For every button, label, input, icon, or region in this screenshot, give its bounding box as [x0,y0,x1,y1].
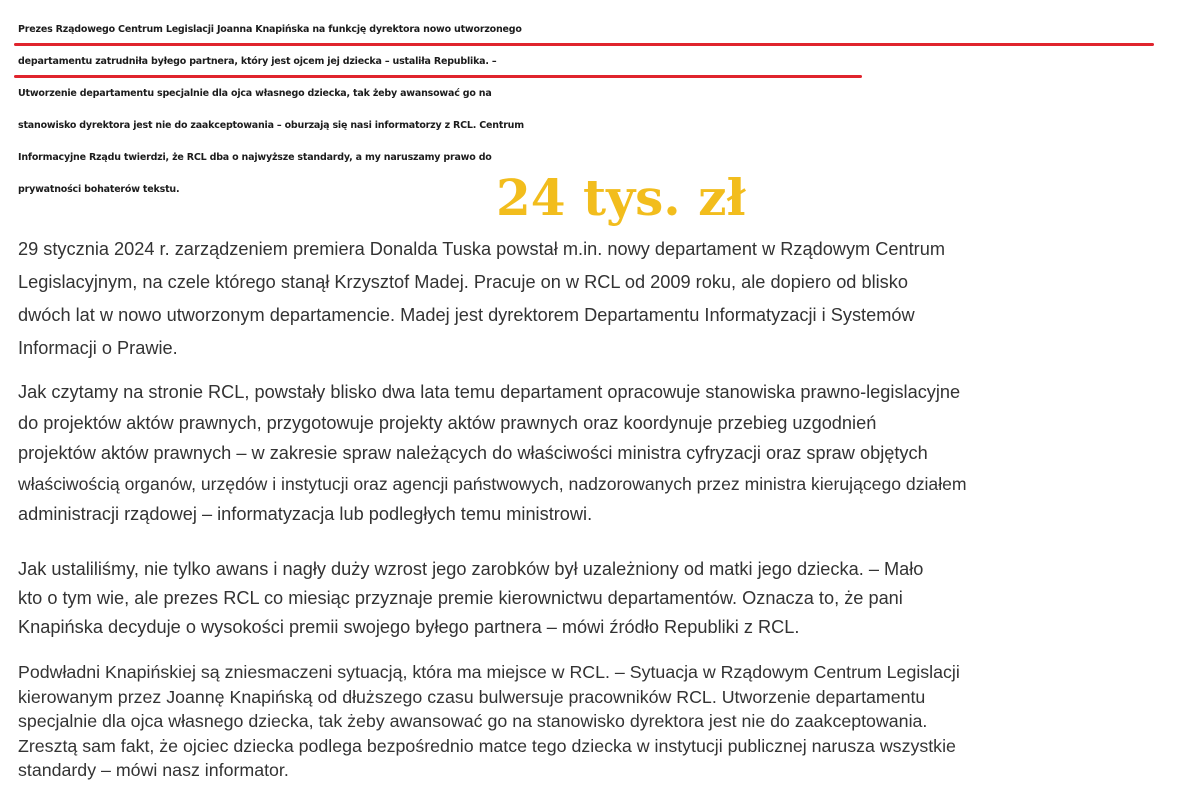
lead-line: Prezes Rządowego Centrum Legislacji Joanna Knapińska na funkcję dyrektora nowo utworzonego [18,24,522,35]
article-paragraph [18,377,967,530]
red-underline-second [14,75,862,78]
paragraph-line: kierowanym przez Joannę Knapińską od dłuższego czasu bulwersuje pracowników RCL. Utworzenie departamentu [18,686,926,707]
lead-line: Informacyjne Rządu twierdzi, że RCL dba o najwyższe standardy, a my naruszamy prawo do [18,152,492,163]
paragraph-line: kto o tym wie, ale prezes RCL co miesiąc przyznaje premie kierownictwu departamentów. Oznacza to, że pani [18,588,903,608]
paragraph-line: projektów aktów prawnych – w zakresie spraw należących do właściwości ministra cyfryzacji oraz spraw objętych [18,443,928,463]
article-paragraph [18,233,945,365]
paragraph-line: Informacji o Prawie. [18,338,178,358]
paragraph-line: Jak ustaliliśmy, nie tylko awans i nagły duży wzrost jego zarobków był uzależniony od matki jego dziecka. – Mało [18,559,924,579]
lead-line: departamentu zatrudniła byłego partnera, który jest ojcem jej dziecka – ustaliła Republika. – [18,56,497,67]
paragraph-line: Jak czytamy na stronie RCL, powstały blisko dwa lata temu departament opracowuje stanowiska prawno-legislacyjne [18,382,961,402]
paragraph-line: dwóch lat w nowo utworzonym departamencie. Madej jest dyrektorem Departamentu Informatyzacji i Systemów [18,305,915,325]
red-underline-first [14,43,1154,46]
article-paragraph [18,555,923,642]
paragraph-line: właściwością organów, urzędów i instytucji oraz agencji państwowych, nadzorowanych przez ministra kierującego działem [18,473,967,494]
article-paragraph [18,660,960,783]
paragraph-line: Podwładni Knapińskiej są zniesmaczeni sytuacją, która ma miejsce w RCL. – Sytuacja w Rządowym Centrum Legislacji [18,662,960,682]
paragraph-line: Knapińska decyduje o wysokości premii swojego byłego partnera – mówi źródło Republiki z RCL. [18,617,800,637]
paragraph-line: administracji rządowej – informatyzacja lub podległych temu ministrowi. [18,504,593,524]
lead-line: Utworzenie departamentu specjalnie dla ojca własnego dziecka, tak żeby awansować go na [18,88,492,99]
salary-overlay-text: 24 tys. zł [496,168,746,227]
paragraph-line: 29 stycznia 2024 r. zarządzeniem premiera Donalda Tuska powstał m.in. nowy departament w Rządowym Centrum [18,239,945,259]
paragraph-line: do projektów aktów prawnych, przygotowuje projekty aktów prawnych oraz koordynuje przebieg uzgodnień [18,412,877,433]
paragraph-line: specjalnie dla ojca własnego dziecka, tak żeby awansować go na stanowisko dyrektora jest nie do zaakceptowania. [18,711,928,731]
lead-line: prywatności bohaterów tekstu. [18,184,180,195]
paragraph-line: Zresztą sam fakt, że ojciec dziecka podlega bezpośrednio matce tego dziecka w instytucji publicznej narusza wszystkie [18,735,956,756]
paragraph-line: Legislacyjnym, na czele którego stanął Krzysztof Madej. Pracuje on w RCL od 2009 roku, ale dopiero od blisko [18,272,908,292]
lead-line: stanowisko dyrektora jest nie do zaakceptowania – oburzają się nasi informatorzy z RCL. Centrum [18,120,524,131]
paragraph-line: standardy – mówi nasz informator. [18,760,289,780]
